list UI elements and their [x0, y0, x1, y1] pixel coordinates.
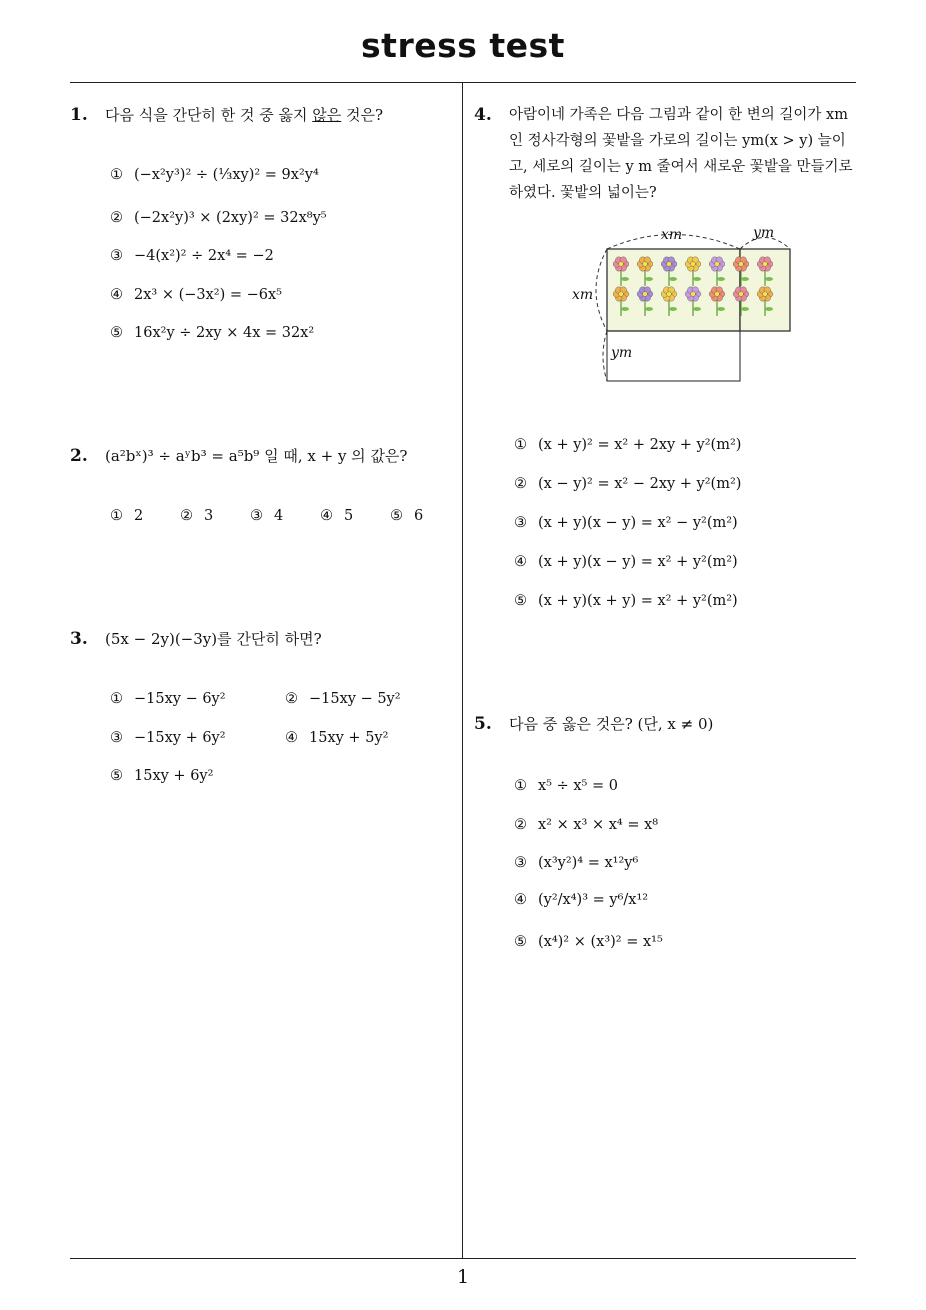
option-marker: ①	[514, 778, 527, 794]
option-text: 5	[344, 508, 354, 524]
option-text: 15xy + 6y²	[134, 768, 214, 784]
option-text: (x + y)(x + y) = x² + y²(m²)	[538, 593, 738, 609]
option-text: (x³y²)⁴ = x¹²y⁶	[538, 855, 639, 871]
option-1[interactable]	[110, 686, 226, 712]
label-left-x: xm	[572, 287, 594, 303]
option-marker: ④	[320, 508, 333, 524]
option-5[interactable]	[514, 588, 738, 614]
question-line: 하였다. 꽃밭의 넓이는?	[509, 185, 657, 201]
option-marker: ③	[514, 515, 527, 531]
option-2[interactable]	[514, 471, 741, 497]
option-5[interactable]	[514, 929, 663, 955]
option-2[interactable]	[285, 686, 401, 712]
option-text: x² × x³ × x⁴ = x⁸	[538, 817, 659, 833]
option-2[interactable]	[110, 205, 327, 231]
underlined-word: 않은	[312, 106, 342, 124]
option-marker: ③	[250, 508, 263, 524]
label-top-y: ym	[753, 225, 775, 241]
option-marker: ①	[110, 508, 123, 524]
question-text: 다음 중 옳은 것은? (단, x ≠ 0)	[509, 715, 714, 733]
option-text: x⁵ ÷ x⁵ = 0	[538, 778, 618, 794]
option-text: −15xy − 5y²	[309, 691, 401, 707]
question-text	[509, 102, 869, 206]
option-marker: ④	[514, 892, 527, 908]
question-number: 3.	[70, 629, 88, 649]
label-top-x: xm	[661, 227, 683, 243]
option-text: 16x²y ÷ 2xy × 4x = 32x²	[134, 325, 315, 341]
column-divider	[462, 83, 463, 1258]
top-rule	[70, 82, 856, 83]
option-text: 2	[134, 508, 144, 524]
option-text: −4(x²)² ÷ 2x⁴ = −2	[134, 248, 274, 264]
option-4[interactable]	[320, 503, 353, 529]
garden-figure	[569, 222, 799, 387]
option-marker: ⑤	[514, 934, 527, 950]
option-text: 6	[414, 508, 424, 524]
option-3[interactable]	[514, 850, 638, 876]
question-text: (a²bˣ)³ ÷ aʸb³ = a⁵b⁹ 일 때, x + y 의 값은?	[105, 447, 408, 465]
option-text: (x + y)(x − y) = x² + y²(m²)	[538, 554, 738, 570]
option-marker: ④	[285, 730, 298, 746]
option-marker: ④	[110, 287, 123, 303]
option-4[interactable]	[285, 725, 388, 751]
option-1[interactable]	[110, 503, 143, 529]
option-marker: ③	[514, 855, 527, 871]
option-4[interactable]	[110, 282, 282, 308]
option-5[interactable]	[110, 320, 314, 346]
option-marker: ③	[110, 248, 123, 264]
option-1[interactable]	[514, 432, 741, 458]
option-text: −15xy + 6y²	[134, 730, 226, 746]
question-5	[474, 711, 864, 971]
option-3[interactable]	[110, 725, 226, 751]
option-5[interactable]	[110, 763, 213, 789]
label-left-y: ym	[611, 345, 633, 361]
option-text: (−x²y³)² ÷ (⅓xy)² = 9x²y⁴	[134, 167, 319, 183]
option-5[interactable]	[390, 503, 423, 529]
question-4	[474, 102, 864, 622]
option-text: (x − y)² = x² − 2xy + y²(m²)	[538, 476, 742, 492]
question-text: (5x − 2y)(−3y)를 간단히 하면?	[105, 630, 322, 648]
question-number: 4.	[474, 105, 492, 125]
question-number: 5.	[474, 714, 492, 734]
option-4[interactable]	[514, 549, 738, 575]
garden-diagram	[569, 222, 799, 387]
question-line: 고, 세로의 길이는 y m 줄여서 새로운 꽃밭을 만들기로	[509, 159, 853, 175]
option-marker: ⑤	[514, 593, 527, 609]
option-3[interactable]	[110, 243, 274, 269]
option-marker: ②	[110, 210, 123, 226]
question-line: 인 정사각형의 꽃밭을 가로의 길이는 ym(x > y) 늘이	[509, 133, 846, 149]
option-marker: ⑤	[110, 325, 123, 341]
option-text: (x⁴)² × (x³)² = x¹⁵	[538, 934, 663, 950]
question-2	[70, 443, 450, 533]
question-line: 아람이네 가족은 다음 그림과 같이 한 변의 길이가 xm	[509, 107, 848, 123]
option-text: −15xy − 6y²	[134, 691, 226, 707]
option-marker: ②	[514, 476, 527, 492]
option-marker: ①	[514, 437, 527, 453]
option-3[interactable]	[250, 503, 283, 529]
page-title: stress test	[361, 26, 565, 65]
option-marker: ①	[110, 167, 123, 183]
question-number: 2.	[70, 446, 88, 466]
option-marker: ⑤	[390, 508, 403, 524]
option-text: 15xy + 5y²	[309, 730, 389, 746]
option-marker: ②	[514, 817, 527, 833]
option-marker: ②	[285, 691, 298, 707]
option-text: (x + y)(x − y) = x² − y²(m²)	[538, 515, 738, 531]
option-marker: ⑤	[110, 768, 123, 784]
option-3[interactable]	[514, 510, 738, 536]
option-text: 3	[204, 508, 214, 524]
question-text: 다음 식을 간단히 한 것 중 옳지 않은 것은?	[105, 106, 384, 124]
question-3	[70, 626, 450, 796]
option-text: 4	[274, 508, 284, 524]
question-number: 1.	[70, 105, 88, 125]
option-marker: ③	[110, 730, 123, 746]
question-1	[70, 102, 450, 362]
bottom-rule	[70, 1258, 856, 1259]
option-text: (y²/x⁴)³ = y⁶/x¹²	[538, 892, 649, 908]
option-text: 2x³ × (−3x²) = −6x⁵	[134, 287, 282, 303]
option-1[interactable]	[110, 162, 319, 188]
option-text: (−2x²y)³ × (2xy)² = 32x⁸y⁵	[134, 210, 327, 226]
option-marker: ②	[180, 508, 193, 524]
option-2[interactable]	[514, 812, 658, 838]
page-number: 1	[456, 1266, 470, 1288]
option-text: (x + y)² = x² + 2xy + y²(m²)	[538, 437, 742, 453]
option-1[interactable]	[514, 773, 618, 799]
option-2[interactable]	[180, 503, 213, 529]
option-4[interactable]	[514, 887, 648, 913]
option-marker: ①	[110, 691, 123, 707]
option-marker: ④	[514, 554, 527, 570]
